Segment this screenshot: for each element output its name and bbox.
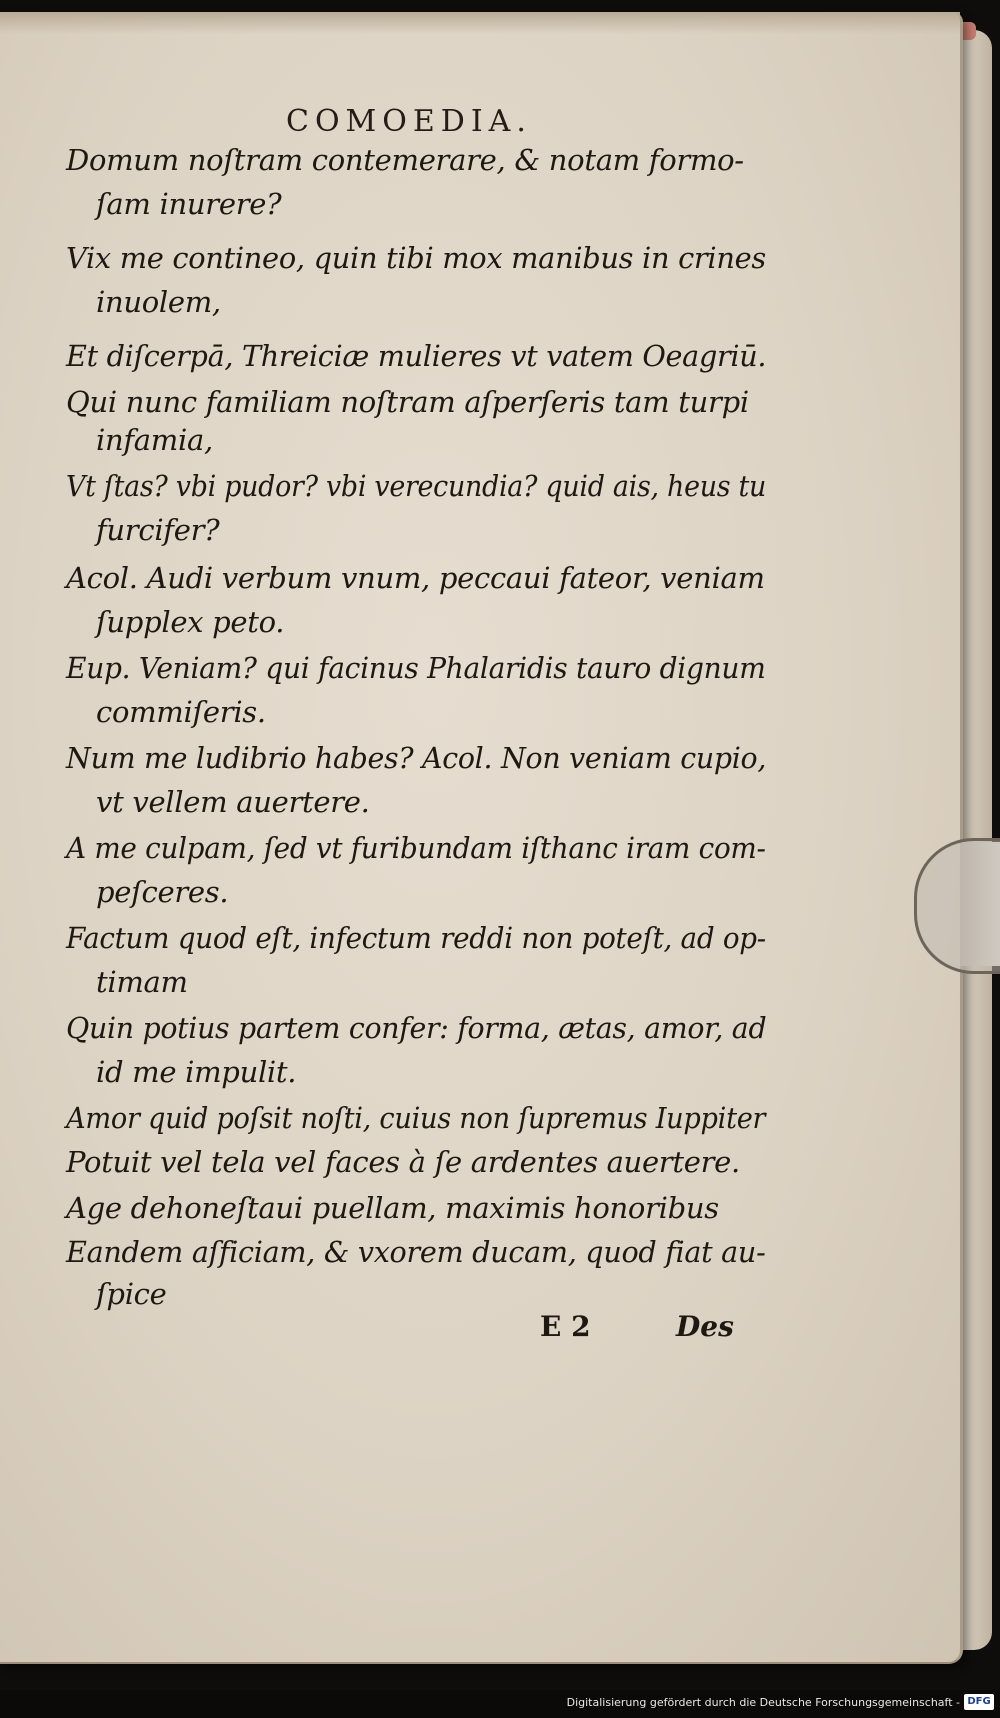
text-line: vt vellem auertere.: [96, 785, 370, 819]
text-line: Quin potius partem confer: forma, ætas, amor, ad: [66, 1011, 767, 1045]
text-line: ſpice: [96, 1277, 167, 1311]
text-line: Vix me contineo, quin tibi mox manibus in crines: [66, 241, 766, 275]
text-line: Acol. Audi verbum vnum, peccaui fateor, veniam: [66, 561, 765, 595]
text-line: id me impulit.: [96, 1055, 297, 1089]
text-line: Potuit vel tela vel faces à ſe ardentes auertere.: [66, 1145, 740, 1179]
text-line: ſupplex peto.: [96, 605, 285, 639]
footer-bar: [0, 1690, 1000, 1718]
text-line: infamia,: [96, 423, 213, 457]
text-line: Eandem aſficiam, & vxorem ducam, quod fiat au-: [66, 1235, 766, 1269]
page-text: [0, 12, 960, 1662]
text-line: timam: [96, 965, 188, 999]
running-head: COMOEDIA.: [286, 104, 532, 139]
text-line: furcifer?: [96, 513, 220, 547]
text-line: Age dehoneſtaui puellam, maximis honoribus: [66, 1191, 719, 1225]
book-page: [0, 12, 963, 1664]
catchword: Des: [676, 1310, 734, 1343]
text-line: peſceres.: [96, 875, 229, 909]
funding-notice: Digitalisierung gefördert durch die Deutsche Forschungsgemeinschaft -: [566, 1696, 960, 1709]
dfg-logo: DFG: [964, 1694, 994, 1710]
text-line: Et diſcerpā, Threiciæ mulieres vt vatem Oeagriū.: [66, 339, 767, 373]
text-line: Domum noſtram contemerare, & notam formo-: [66, 143, 744, 177]
text-line: commiſeris.: [96, 695, 266, 729]
text-line: Eup. Veniam? qui facinus Phalaridis tauro dignum: [66, 651, 766, 685]
text-line: Factum quod eſt, infectum reddi non poteſt, ad op-: [66, 921, 766, 955]
text-line: Vt ſtas? vbi pudor? vbi verecundia? quid ais, heus tu: [66, 469, 767, 503]
text-line: Num me ludibrio habes? Acol. Non veniam cupio,: [66, 741, 767, 775]
text-line: inuolem,: [96, 285, 221, 319]
text-line: A me culpam, ſed vt furibundam iſthanc iram com-: [66, 831, 766, 865]
text-line: ſam inurere?: [96, 187, 282, 221]
text-line: Amor quid poſsit noſti, cuius non ſupremus Iuppiter: [66, 1101, 766, 1135]
text-line: Qui nunc familiam noſtram aſperſeris tam turpi: [66, 385, 749, 419]
signature-mark: E 2: [540, 1310, 591, 1343]
